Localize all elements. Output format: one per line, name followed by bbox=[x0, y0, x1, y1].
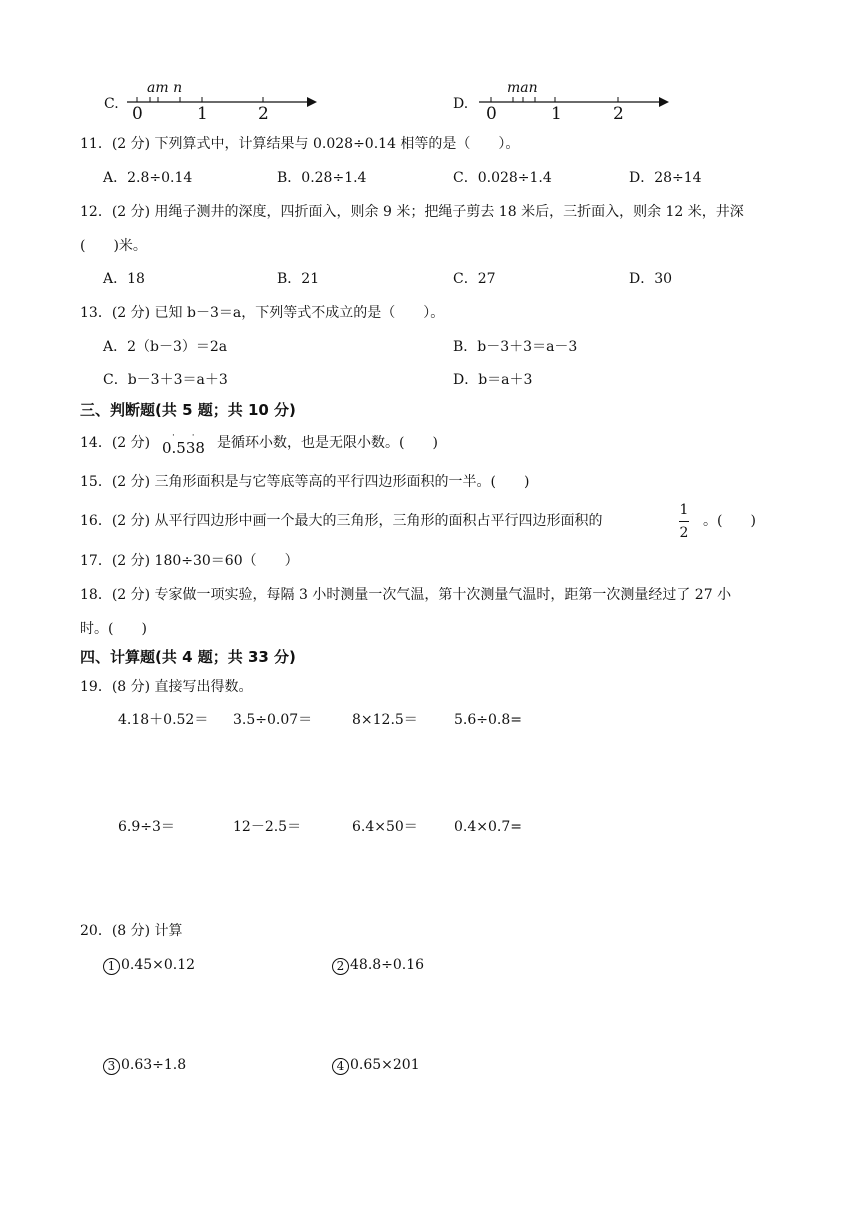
q13-option-c: C．b－3＋3＝a＋3 bbox=[103, 372, 228, 388]
q10-option-d-tick-1: 1 bbox=[551, 104, 562, 124]
q20-item-4 bbox=[332, 1058, 420, 1075]
q13-option-a: A．2（b－3）＝2a bbox=[103, 339, 228, 355]
q14-repeating-dots: · · bbox=[172, 431, 202, 441]
q14-prefix: 14．(2 分) bbox=[80, 435, 151, 451]
q20-stem: 20．(8 分) 计算 bbox=[80, 923, 183, 939]
q10-option-d-tick-2: 2 bbox=[613, 104, 624, 124]
q15-stem: 15．(2 分) 三角形面积是与它等底等高的平行四边形面积的一半。( ) bbox=[80, 474, 530, 490]
q10-option-c-letters: am n bbox=[147, 80, 183, 96]
q16-fraction-numerator: 1 bbox=[679, 502, 689, 518]
q14-number: 0.538 bbox=[162, 439, 205, 457]
q11-option-d: D．28÷14 bbox=[629, 170, 702, 186]
section-4-heading: 四、计算题(共 4 题；共 33 分) bbox=[80, 648, 296, 666]
q20-item-3-expr: 0.63÷1.8 bbox=[121, 1057, 187, 1073]
q16-stem: 16．(2 分) 从平行四边形中画一个最大的三角形，三角形的面积占平行四边形面积的 bbox=[80, 513, 603, 529]
q10-option-c-tick-0: 0 bbox=[132, 104, 143, 124]
q16-fraction-denominator: 2 bbox=[679, 525, 689, 541]
q20-item-3 bbox=[103, 1058, 186, 1075]
q19-item-5: 6.9÷3＝ bbox=[118, 819, 175, 835]
q10-option-d-label: D. bbox=[453, 96, 469, 112]
q11-stem: 11．(2 分) 下列算式中，计算结果与 0.028÷0.14 相等的是（ ）。 bbox=[80, 136, 520, 152]
q19-item-8: 0.4×0.7= bbox=[454, 819, 522, 835]
q19-item-2: 3.5÷0.07＝ bbox=[233, 712, 313, 728]
q20-item-1-expr: 0.45×0.12 bbox=[121, 957, 196, 973]
q13-option-d: D．b＝a＋3 bbox=[453, 372, 533, 388]
q12-stem-line1: 12．(2 分) 用绳子测井的深度，四折面入，则余 9 米；把绳子剪去 18 米后，三折面入，则余 12 米，井深 bbox=[80, 204, 744, 220]
q12-option-d: D．30 bbox=[629, 271, 673, 287]
q19-item-7: 6.4×50＝ bbox=[352, 819, 418, 835]
q18-stem-line2: 时。( ) bbox=[80, 621, 147, 637]
q20-item-1 bbox=[103, 958, 195, 975]
q13-option-b: B．b－3＋3＝a－3 bbox=[453, 339, 578, 355]
q16-tail: 。( ) bbox=[703, 513, 756, 529]
q10-option-c-label: C. bbox=[104, 96, 119, 112]
q20-item-2-mark: 2 bbox=[332, 958, 349, 975]
q11-option-c: C．0.028÷1.4 bbox=[453, 170, 552, 186]
q12-option-c: C．27 bbox=[453, 271, 496, 287]
q20-item-4-mark: 4 bbox=[332, 1058, 349, 1075]
q17-stem: 17．(2 分) 180÷30＝60（ ） bbox=[80, 553, 299, 569]
section-3-heading: 三、判断题(共 5 题；共 10 分) bbox=[80, 401, 296, 419]
q11-option-a: A．2.8÷0.14 bbox=[103, 170, 193, 186]
q19-item-4: 5.6÷0.8= bbox=[454, 712, 522, 728]
q10-option-c-tick-2: 2 bbox=[258, 104, 269, 124]
q10-option-d-tick-0: 0 bbox=[486, 104, 497, 124]
q20-item-4-expr: 0.65×201 bbox=[350, 1057, 420, 1073]
q20-item-3-mark: 3 bbox=[103, 1058, 120, 1075]
q20-item-2-expr: 48.8÷0.16 bbox=[350, 957, 425, 973]
q12-stem-line2: ( )米。 bbox=[80, 238, 147, 254]
q20-item-2 bbox=[332, 958, 424, 975]
q19-item-6: 12－2.5＝ bbox=[233, 819, 302, 835]
q14-suffix: 是循环小数，也是无限小数。( ) bbox=[217, 435, 438, 451]
q10-option-d-letters: man bbox=[507, 80, 538, 96]
q19-item-1: 4.18＋0.52＝ bbox=[118, 712, 209, 728]
q11-option-b: B．0.28÷1.4 bbox=[277, 170, 367, 186]
q19-item-3: 8×12.5＝ bbox=[352, 712, 418, 728]
q19-stem: 19．(8 分) 直接写出得数。 bbox=[80, 679, 253, 695]
q20-item-1-mark: 1 bbox=[103, 958, 120, 975]
q16-fraction bbox=[679, 502, 689, 541]
q18-stem-line1: 18．(2 分) 专家做一项实验，每隔 3 小时测量一次气温，第十次测量气温时，距第一次测量经过了 27 小 bbox=[80, 587, 732, 603]
q13-stem: 13．(2 分) 已知 b－3＝a，下列等式不成立的是（ ）。 bbox=[80, 305, 445, 321]
q12-option-a: A．18 bbox=[103, 271, 145, 287]
q10-option-c-tick-1: 1 bbox=[197, 104, 208, 124]
q12-option-b: B．21 bbox=[277, 271, 320, 287]
